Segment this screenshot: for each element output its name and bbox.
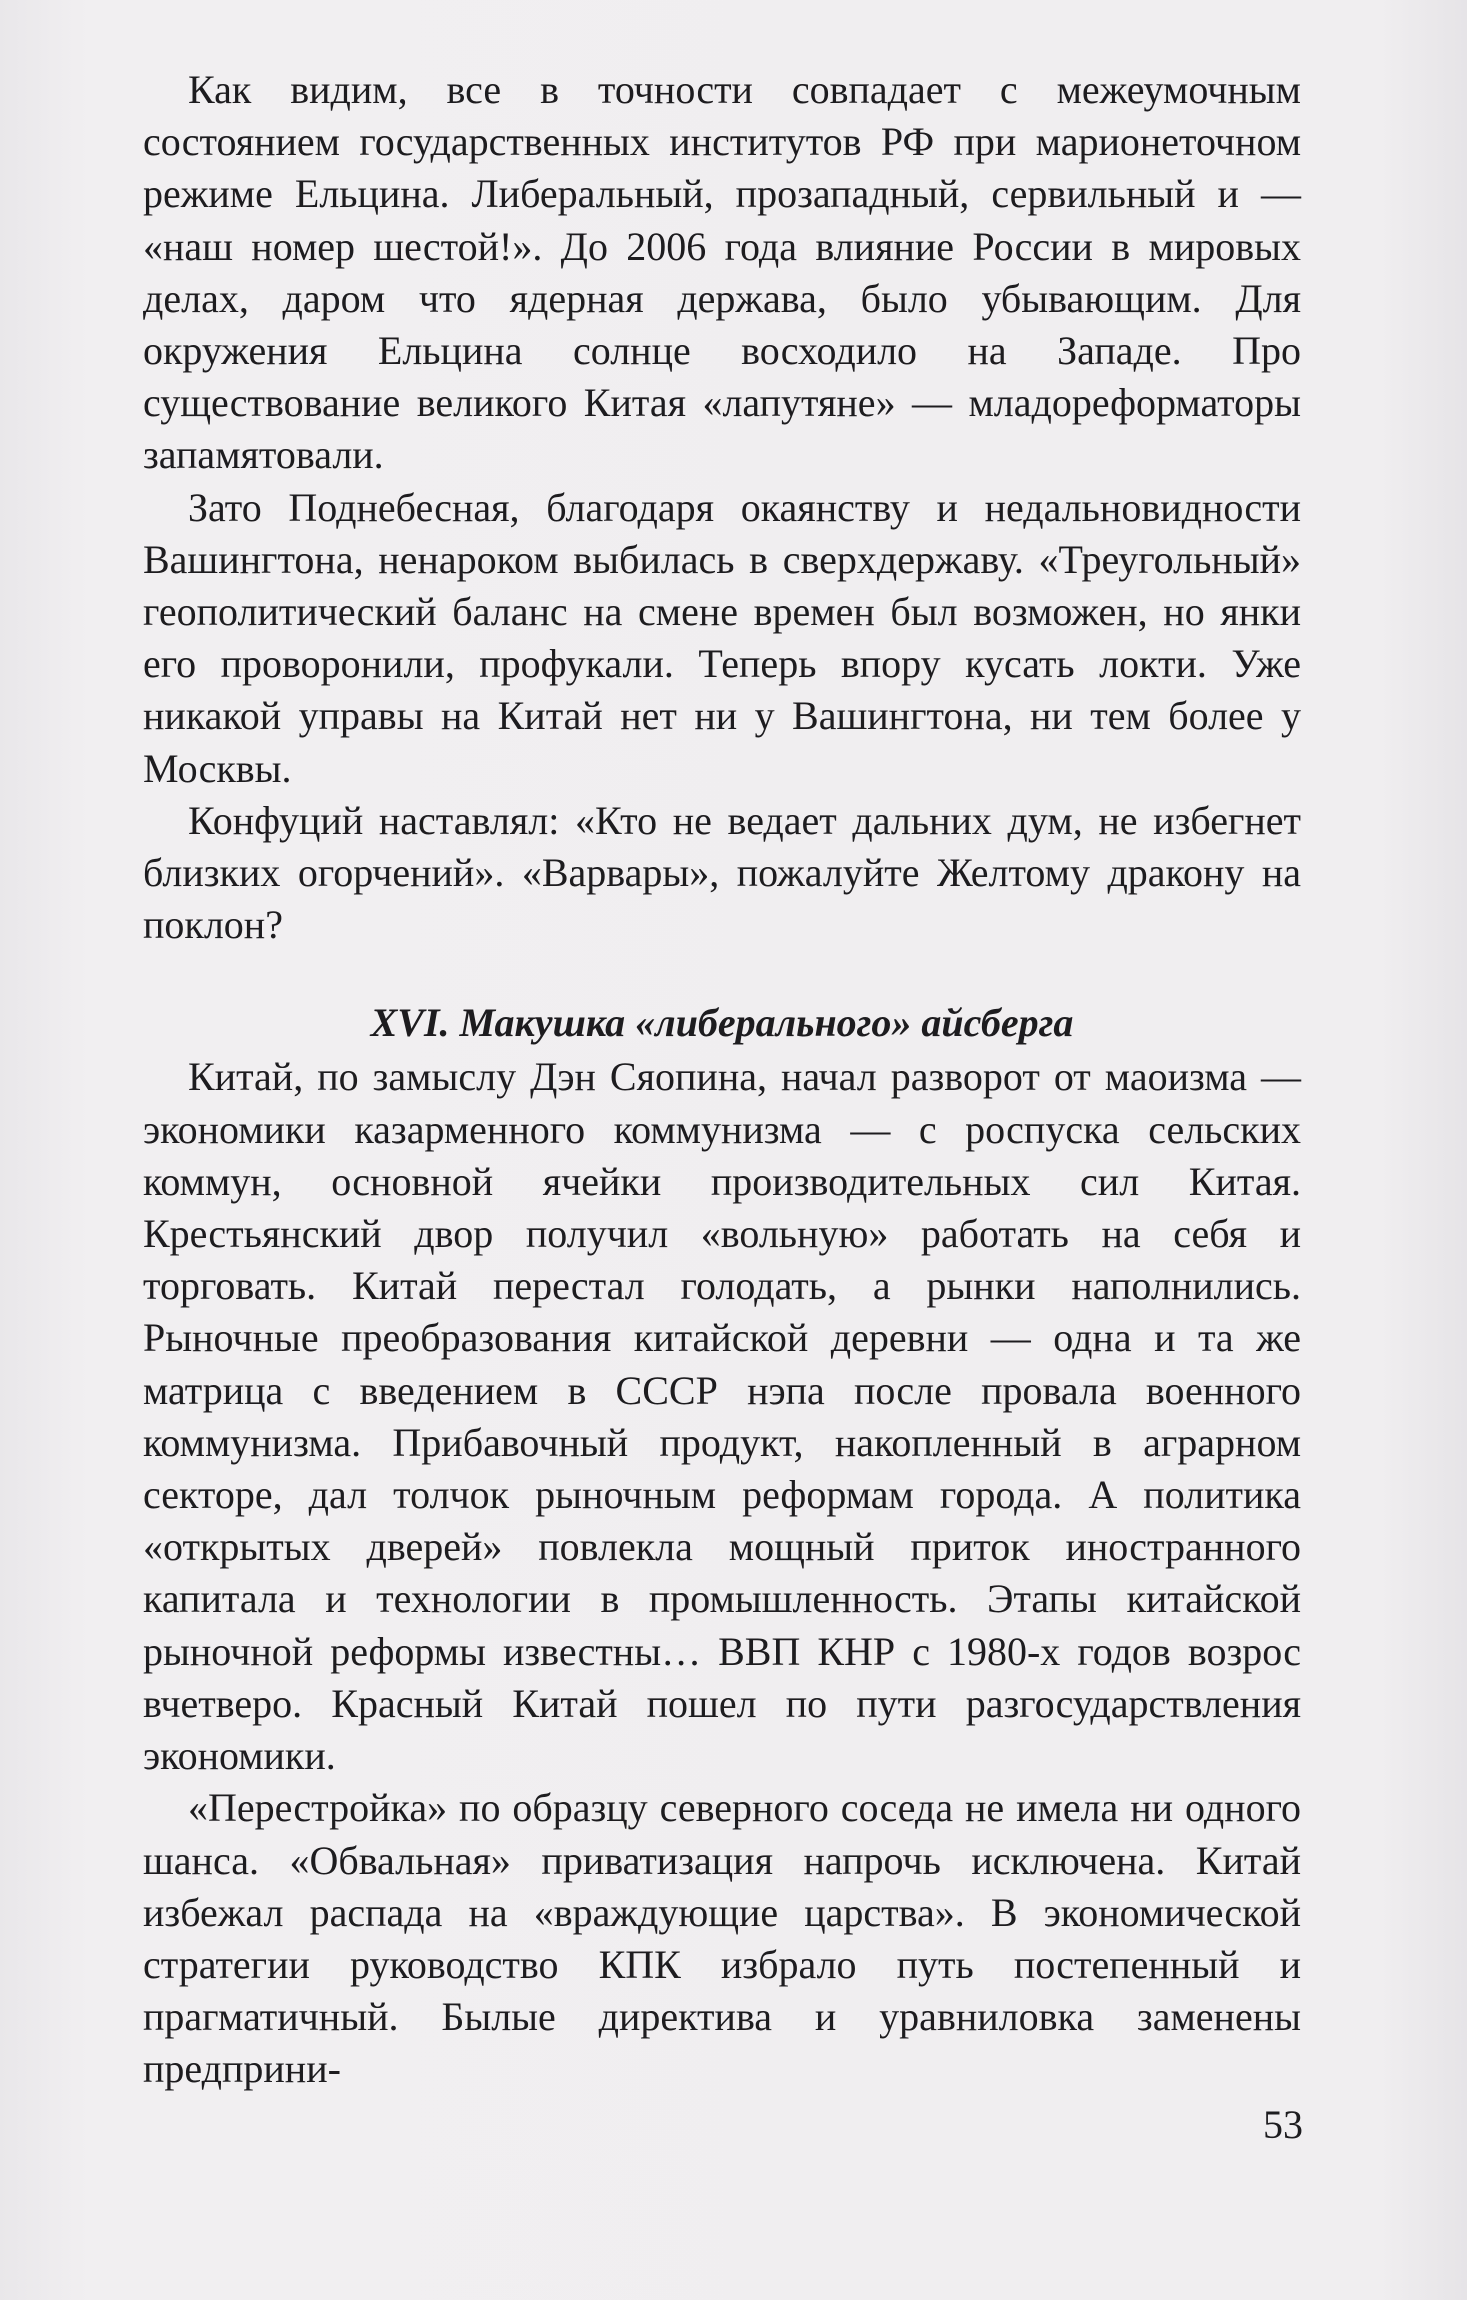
paragraph-2: Зато Поднебесная, благодаря окаянству и недальновидности Вашингтона, ненароком выбилась в сверхдержаву. «Треугольный» геополитический баланс на смене времен был возможен, но янки его проворонили, профукали. Теперь впору кусать локти. Уже никакой управы на Китай нет ни у Вашингтона, ни тем более у Москвы. bbox=[143, 484, 1301, 791]
paragraph-3: Конфуций наставлял: «Кто не ведает дальних дум, не избегнет близких огорчений». «Варвары», пожалуйте Желтому дракону на поклон? bbox=[143, 797, 1301, 948]
paragraph-1: Как видим, все в точности совпадает с межеумочным состоянием государственных институтов РФ при марионеточном режиме Ельцина. Либеральный, прозападный, сервильный и — «наш номер шестой!». До 2006 года влияние России в мировых делах, даром что ядерная держава, было убывающим. Для окружения Ельцина солнце восходило на Западе. Про существование великого Китая «лапутяне» — младореформаторы запамятовали. bbox=[143, 67, 1301, 478]
paragraph-5: «Перестройка» по образцу северного соседа не имела ни одного шанса. «Обвальная» приватизация напрочь исключена. Китай избежал распада на «враждующие царства». В экономической стратегии руководство КПК избрало путь постепенный и прагматичный. Былые директива и уравниловка заменены предприни- bbox=[143, 1785, 1301, 2092]
page-body bbox=[143, 64, 1301, 2096]
section-heading: XVI. Макушка «либерального» айсберга bbox=[370, 1000, 1074, 1046]
paragraph-4: Китай, по замыслу Дэн Сяопина, начал разворот от маоизма — экономики казарменного коммунизма — с роспуска сельских коммун, основной ячейки производительных сил Китая. Крестьянский двор получил «вольную» работать на себя и торговать. Китай перестал голодать, а рынки наполнились. Рыночные преобразования китайской деревни — одна и та же матрица с введением в СССР нэпа после провала военного коммунизма. Прибавочный продукт, накопленный в аграрном секторе, дал толчок рыночным реформам города. А политика «открытых дверей» повлекла мощный приток иностранного капитала и технологии в промышленность. Этапы китайской рыночной реформы известны… ВВП КНР с 1980-х годов возрос вчетверо. Красный Китай пошел по пути разгосударствления экономики. bbox=[143, 1054, 1301, 1779]
page-number: 53 bbox=[1263, 2102, 1303, 2147]
